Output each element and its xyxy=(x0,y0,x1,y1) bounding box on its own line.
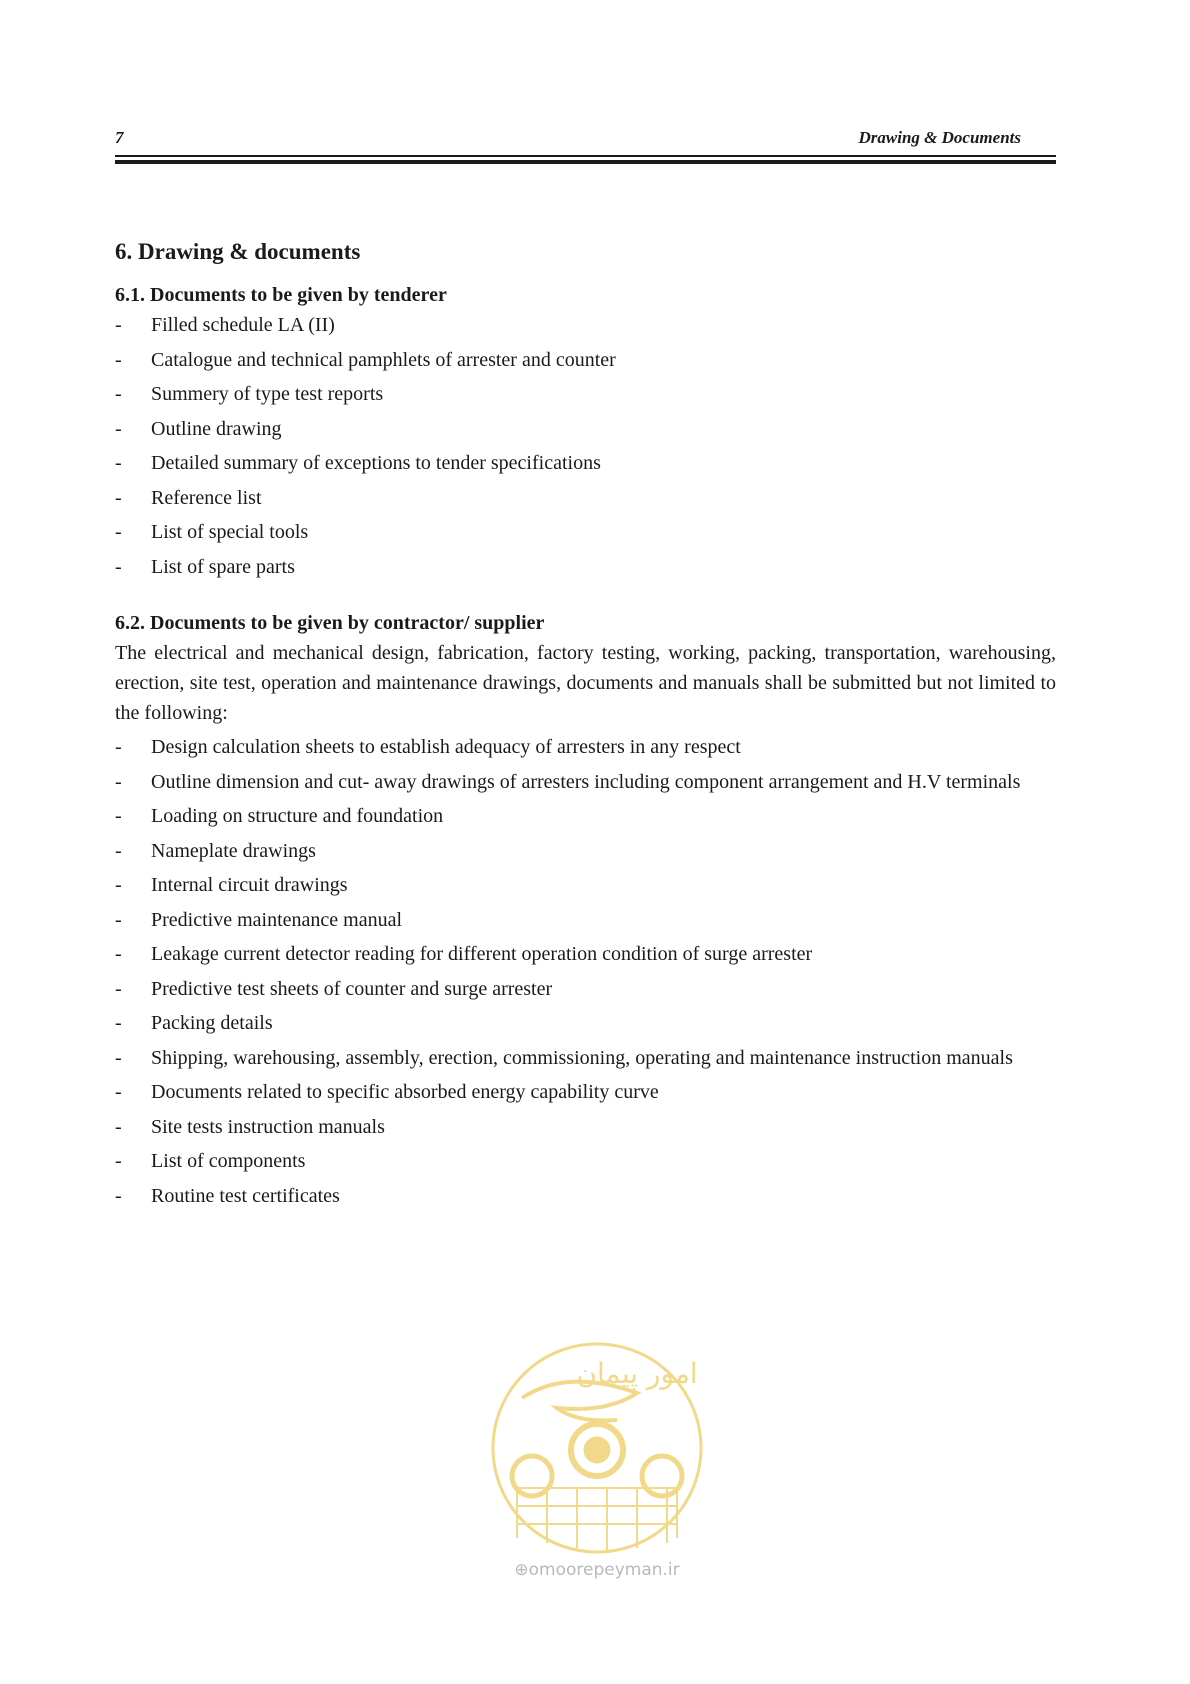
contractor-documents-list xyxy=(115,732,1056,1211)
list-item-text: Leakage current detector reading for different operation condition of surge arrester xyxy=(151,943,813,965)
watermark-logo-text: امور پیمان xyxy=(576,1357,698,1390)
list-item xyxy=(115,801,1056,831)
dash-bullet: - xyxy=(115,1115,122,1138)
list-item xyxy=(115,1112,1056,1142)
dash-bullet: - xyxy=(115,486,122,509)
list-item-text: List of spare parts xyxy=(151,555,295,578)
dash-bullet: - xyxy=(115,417,122,440)
list-item xyxy=(115,870,1056,900)
list-item-text: Filled schedule LA (II) xyxy=(151,314,335,336)
dash-bullet: - xyxy=(115,452,122,474)
dash-bullet: - xyxy=(115,348,122,371)
list-item xyxy=(115,939,1056,969)
list-item xyxy=(115,905,1056,935)
list-item-text: Outline dimension and cut- away drawings of arresters including component arrangement and H.V terminals xyxy=(151,770,1021,793)
list-item xyxy=(115,1077,1056,1107)
dash-bullet: - xyxy=(115,770,122,793)
dash-bullet: - xyxy=(115,521,122,543)
dash-bullet: - xyxy=(115,908,122,931)
dash-bullet: - xyxy=(115,1150,122,1172)
list-item-text: Nameplate drawings xyxy=(151,839,316,862)
list-item-text: Predictive test sheets of counter and surge arrester xyxy=(151,977,553,1000)
section-title: 6. Drawing & documents xyxy=(115,239,361,264)
globe-icon: ⊕ xyxy=(514,1560,529,1580)
dash-bullet: - xyxy=(115,1081,122,1103)
page-body xyxy=(115,236,1056,1215)
header-rule-thick xyxy=(115,160,1056,164)
list-item-text: Documents related to specific absorbed energy capability curve xyxy=(151,1081,659,1103)
dash-bullet: - xyxy=(115,943,122,965)
intro-paragraph: The electrical and mechanical design, fabrication, factory testing, working, packing, transportation, warehousing, erection, site test, operation and maintenance drawings, documents and manuals shall be submitted but not limited to the following: xyxy=(115,642,1056,724)
list-item xyxy=(115,1181,1056,1211)
list-item-text: List of components xyxy=(151,1150,306,1172)
dash-bullet: - xyxy=(115,314,122,336)
dash-bullet: - xyxy=(115,736,122,758)
list-item-text: Shipping, warehousing, assembly, erection, commissioning, operating and maintenance instruction manuals xyxy=(151,1046,1013,1069)
watermark-url: ⊕omoorepeyman.ir xyxy=(514,1560,680,1580)
list-item-text: Detailed summary of exceptions to tender specifications xyxy=(151,452,601,474)
running-title: Drawing & Documents xyxy=(858,128,1021,147)
list-item-text: Design calculation sheets to establish adequacy of arresters in any respect xyxy=(151,736,741,758)
list-item xyxy=(115,310,1056,340)
list-item-text: Routine test certificates xyxy=(151,1184,340,1207)
list-item xyxy=(115,345,1056,375)
list-item-text: List of special tools xyxy=(151,521,309,543)
list-item-text: Internal circuit drawings xyxy=(151,874,348,896)
subsection-title-6-1: 6.1. Documents to be given by tenderer xyxy=(115,284,447,306)
list-item xyxy=(115,552,1056,582)
list-item-text: Outline drawing xyxy=(151,417,282,440)
list-item xyxy=(115,1008,1056,1038)
dash-bullet: - xyxy=(115,874,122,896)
dash-bullet: - xyxy=(115,383,122,405)
watermark-seal xyxy=(487,1338,707,1558)
list-item-text: Loading on structure and foundation xyxy=(151,805,444,827)
dash-bullet: - xyxy=(115,555,122,578)
list-item xyxy=(115,732,1056,762)
list-item-text: Packing details xyxy=(151,1012,273,1034)
list-item xyxy=(115,448,1056,478)
dash-bullet: - xyxy=(115,1012,122,1034)
list-item xyxy=(115,379,1056,409)
list-item xyxy=(115,767,1056,797)
running-header xyxy=(115,128,1056,150)
list-item xyxy=(115,483,1056,513)
list-item xyxy=(115,1146,1056,1176)
list-item-text: Predictive maintenance manual xyxy=(151,908,403,931)
list-item xyxy=(115,414,1056,444)
list-item xyxy=(115,974,1056,1004)
dash-bullet: - xyxy=(115,977,122,1000)
list-item xyxy=(115,1043,1056,1073)
list-item-text: Site tests instruction manuals xyxy=(151,1115,385,1138)
list-item-text: Catalogue and technical pamphlets of arrester and counter xyxy=(151,348,616,371)
tenderer-documents-list xyxy=(115,310,1056,582)
dash-bullet: - xyxy=(115,1046,122,1069)
dash-bullet: - xyxy=(115,1184,122,1207)
dash-bullet: - xyxy=(115,805,122,827)
list-item xyxy=(115,517,1056,547)
list-item-text: Reference list xyxy=(151,486,262,509)
dash-bullet: - xyxy=(115,839,122,862)
list-item-text: Summery of type test reports xyxy=(151,383,384,405)
list-item xyxy=(115,836,1056,866)
header-rule-thin xyxy=(115,155,1056,157)
subsection-title-6-2: 6.2. Documents to be given by contractor/ supplier xyxy=(115,612,545,634)
page-number: 7 xyxy=(115,128,124,147)
